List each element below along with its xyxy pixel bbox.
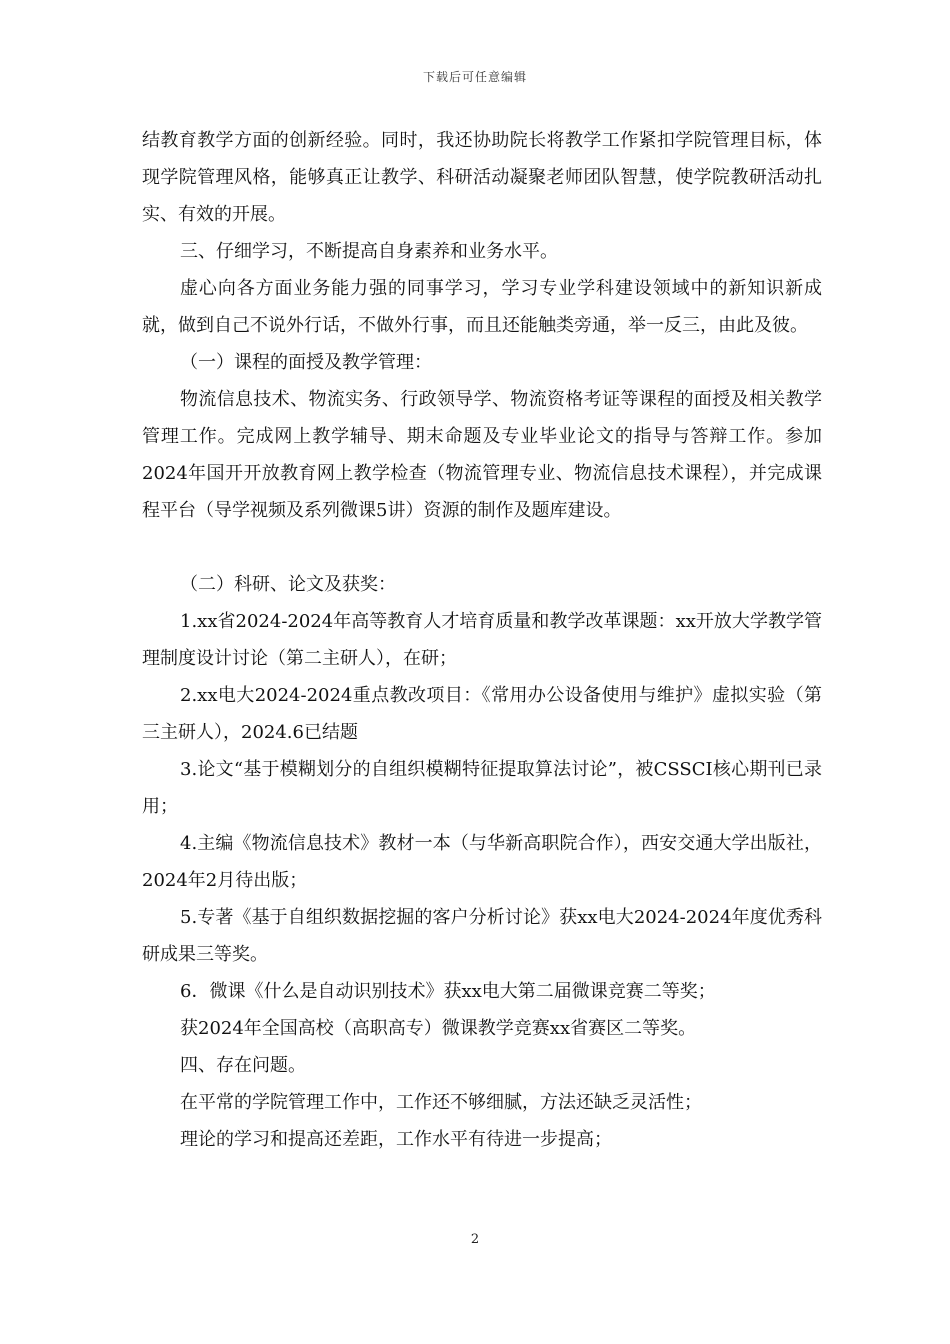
paragraph-courses: 物流信息技术、物流实务、行政领导学、物流资格考证等课程的面授及相关教学管理工作。完成网上教学辅导、期末命题及专业毕业论文的指导与答辩工作。参加2024年国开开放教育网上教学检查（物流管理专业、物流信息技术课程），并完成课程平台（导学视频及系列微课5讲）资源的制作及题库建设。 [142,389,822,521]
subheading-courses: （一）课程的面授及教学管理： [180,352,432,373]
list-item-research-3: 3.论文“基于模糊划分的自组织模糊特征提取算法讨论”，被CSSCI核心期刊已录用； [142,759,822,817]
list-item-research-5: 5.专著《基于自组织数据挖掘的客户分析讨论》获xx电大2024-2024年度优秀科研成果三等奖。 [142,907,822,965]
list-item-research-2: 2.xx电大2024-2024重点教改项目：《常用办公设备使用与维护》虚拟实验（第三主研人），2024.6已结题 [142,685,822,743]
paragraph-problem-2: 理论的学习和提高还差距，工作水平有待进一步提高； [180,1129,612,1150]
page-number: 2 [470,1232,480,1247]
list-item-research-6: 6．微课《什么是自动识别技术》获xx电大第二届微课竞赛二等奖； [180,981,716,1002]
document-body [142,122,822,1158]
paragraph-learning: 虚心向各方面业务能力强的同事学习，学习专业学科建设领域中的新知识新成就，做到自己不说外行话，不做外行事，而且还能触类旁通，举一反三，由此及彼。 [142,278,822,336]
list-item-research-1: 1.xx省2024-2024年高等教育人才培育质量和教学改革课题：xx开放大学教学管理制度设计讨论（第二主研人），在研； [142,611,822,669]
heading-section-three: 三、仔细学习，不断提高自身素养和业务水平。 [180,241,558,262]
heading-section-four: 四、存在问题。 [180,1055,306,1076]
paragraph-problem-1: 在平常的学院管理工作中，工作还不够细腻，方法还缺乏灵活性； [180,1092,702,1113]
paragraph-award: 获2024年全国高校（高职高专）微课教学竞赛xx省赛区二等奖。 [180,1018,697,1039]
blank-line [142,529,822,566]
list-item-research-4: 4.主编《物流信息技术》教材一本（与华新高职院合作），西安交通大学出版社，2024年2月待出版； [142,833,822,891]
paragraph-continuation: 结教育教学方面的创新经验。同时，我还协助院长将教学工作紧扣学院管理目标，体现学院管理风格，能够真正让教学、科研活动凝聚老师团队智慧，使学院教研活动扎实、有效的开展。 [142,130,822,225]
subheading-research: （二）科研、论文及获奖： [180,574,396,595]
page-header: 下载后可任意编辑 [422,70,527,84]
